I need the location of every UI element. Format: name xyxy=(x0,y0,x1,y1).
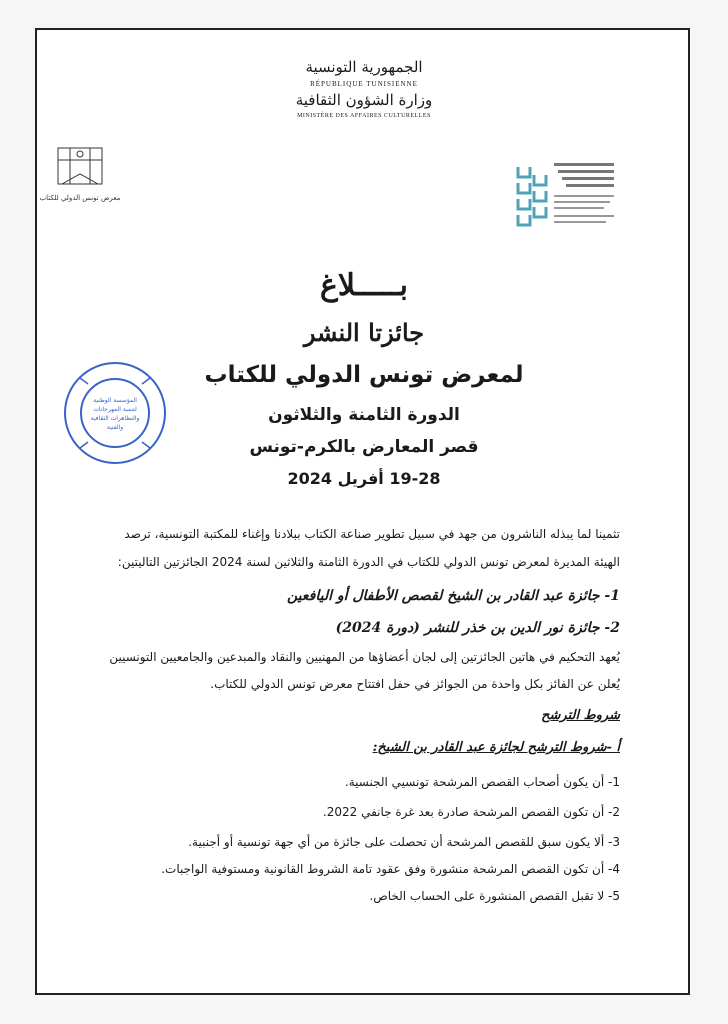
condition-item: 1- أن يكون أصحاب القصص المرشحة تونسيي الجنسية. xyxy=(344,775,620,789)
intro-paragraph-line1: تثمينا لما يبذله الناشرون من جهد في سبيل تطوير صناعة الكتاب ببلادنا وإغناء للمكتبة التونسية، ترصد xyxy=(124,527,620,541)
ministry-republic-ar: الجمهورية التونسية xyxy=(305,58,423,76)
ministry-culture-fr: MINISTÈRE DES AFFAIRES CULTURELLES xyxy=(297,113,431,119)
conditions-heading: شروط الترشح xyxy=(541,708,620,723)
notice-title: بـــــلاغ xyxy=(319,268,409,303)
prizes-subtitle: جائزتا النشر xyxy=(303,318,425,347)
svg-text:والفنية: والفنية xyxy=(106,424,124,431)
venue-label: قصر المعارض بالكرم-تونس xyxy=(249,437,479,457)
condition-item: 4- أن تكون القصص المرشحة منشورة وفق عقود تامة الشروط القانونية ومستوفية الواجبات. xyxy=(161,862,620,876)
announcement-paragraph: يُعلن عن الفائز بكل واحدة من الجوائز في حفل افتتاح معرض تونس الدولي للكتاب. xyxy=(210,677,620,691)
festivals-establishment-logo xyxy=(510,157,625,232)
condition-item: 2- أن تكون القصص المرشحة صادرة بعد غرة جانفي 2022. xyxy=(322,805,620,819)
svg-text:المؤسسة الوطنية: المؤسسة الوطنية xyxy=(93,397,137,404)
condition-item: 3- ألا يكون سبق للقصص المرشحة أن تحصلت على جائزة من أي جهة تونسية أو أجنبية. xyxy=(188,835,620,849)
prize-2-title: 2- جائزة نور الدين بن خذر للنشر (دورة 2024) xyxy=(335,620,620,636)
session-label: الدورة الثامنة والثلاثون xyxy=(268,405,460,425)
ministry-culture-ar: وزارة الشؤون الثقافية xyxy=(295,91,433,109)
condition-item: 5- لا تقبل القصص المنشورة على الحساب الخاص. xyxy=(369,889,620,903)
prize-1-title: 1- جائزة عبد القادر بن الشيخ لقصص الأطفال أو اليافعين xyxy=(287,588,620,604)
fair-name: لمعرض تونس الدولي للكتاب xyxy=(204,362,524,388)
svg-text:والتظاهرات الثقافية: والتظاهرات الثقافية xyxy=(90,415,140,422)
svg-text:لتنمية المهرجانات: لتنمية المهرجانات xyxy=(93,406,137,413)
book-fair-logo xyxy=(40,140,120,210)
intro-paragraph-line2: الهيئة المديرة لمعرض تونس الدولي للكتاب في الدورة الثامنة والثلاثين لسنة 2024 الجائزتين التاليتين: xyxy=(117,555,620,569)
conditions-subheading: أ -شروط الترشح لجائزة عبد القادر بن الشيخ: xyxy=(372,740,620,755)
jury-paragraph: يُعهد التحكيم في هاتين الجائزتين إلى لجان أعضاؤها من المهنيين والنقاد والمبدعين والجامعيين التونسيين xyxy=(109,650,620,664)
dates-label: 19-28 أفريل 2024 xyxy=(287,469,441,488)
svg-text:معرض تونس الدولي للكتاب: معرض تونس الدولي للكتاب xyxy=(40,194,120,202)
ministry-republic-fr: RÉPUBLIQUE TUNISIENNE xyxy=(310,80,418,88)
